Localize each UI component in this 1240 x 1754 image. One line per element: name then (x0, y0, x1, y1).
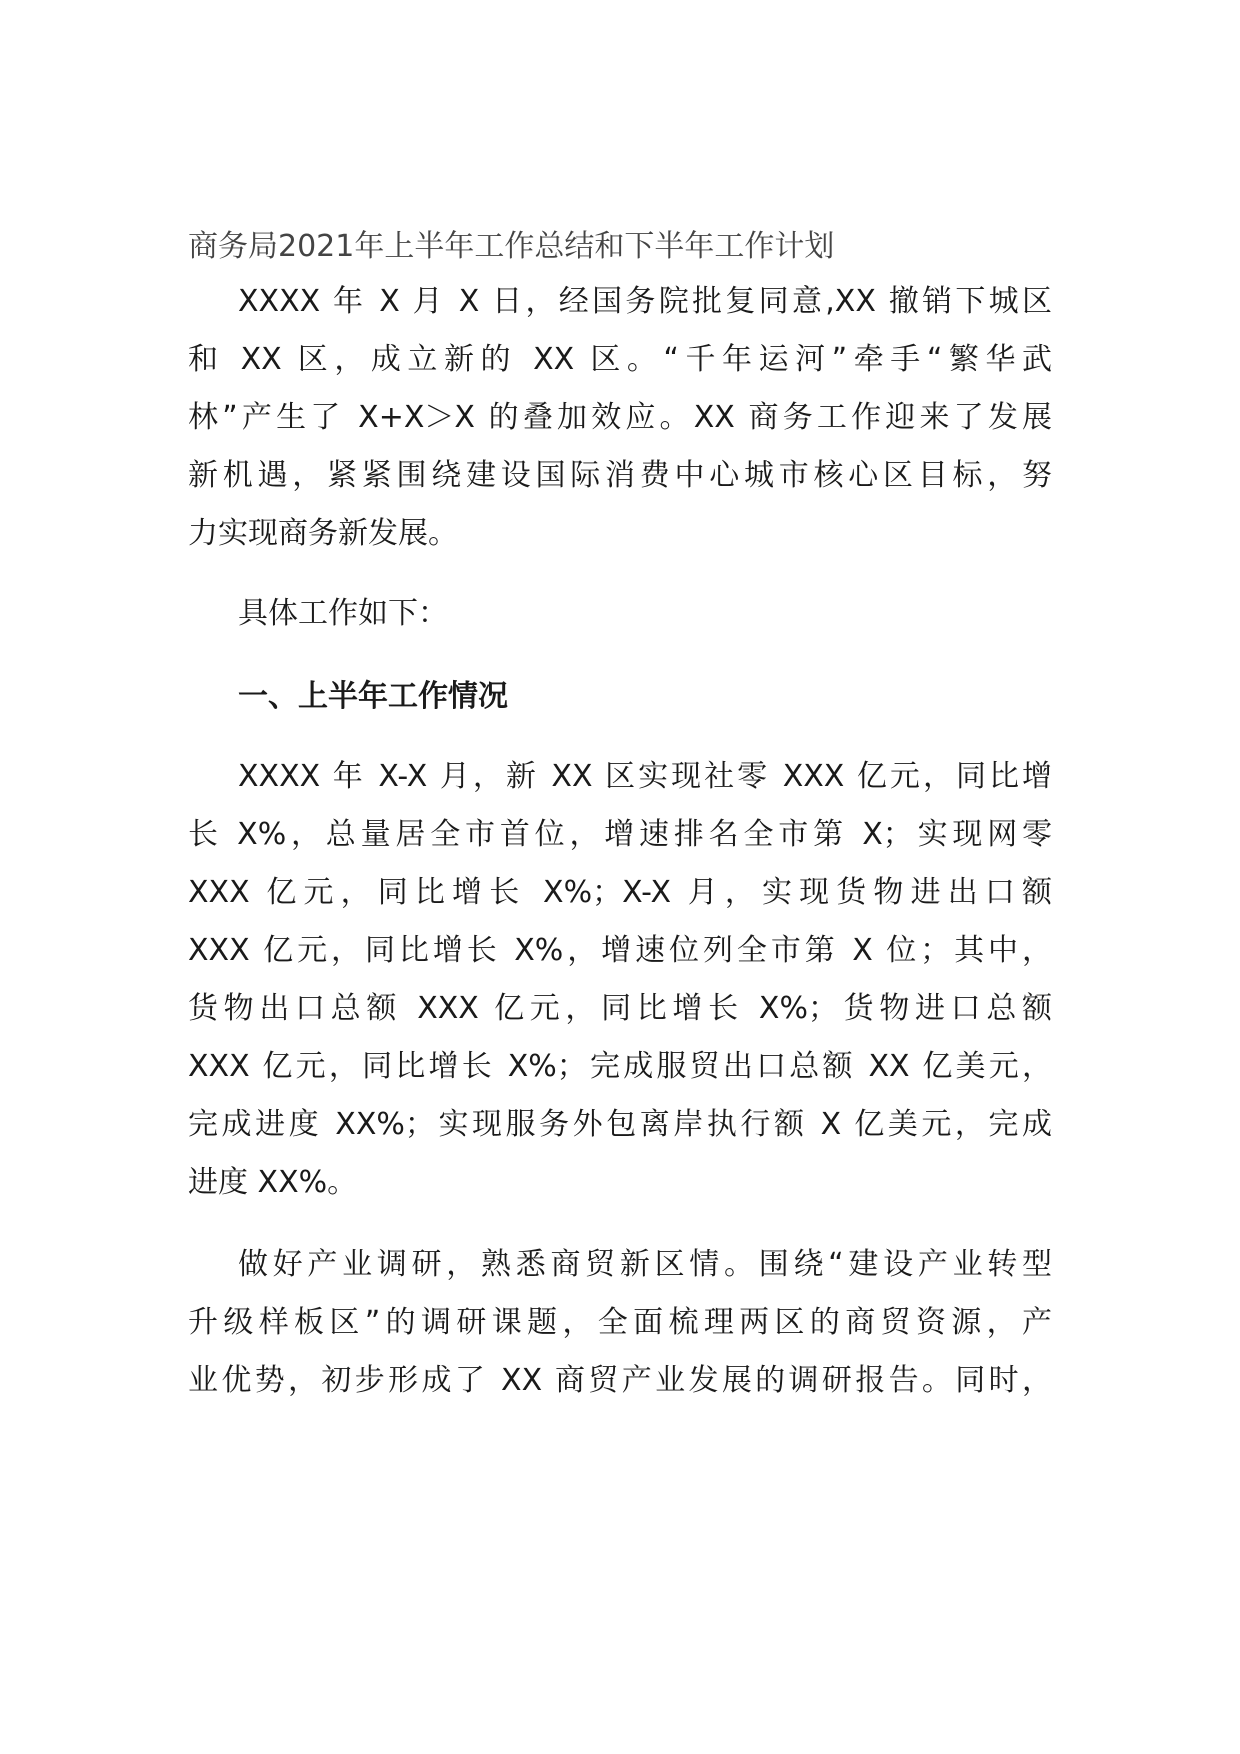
paragraph-line: 业优势，初步形成了 XX 商贸产业发展的调研报告。同时， (188, 1363, 1052, 1398)
paragraph-line: 力实现商务新发展。 (188, 516, 458, 551)
intro-text: 具体工作如下： (238, 596, 448, 631)
paragraph-line: 和 XX 区，成立新的 XX 区。“千年运河”牵手“繁华武 (188, 342, 1052, 377)
paragraph-line: XXXX 年 X 月 X 日，经国务院批复同意,XX 撤销下城区 (238, 284, 1052, 319)
paragraph-line: XXX 亿元，同比增长 X%；X-X 月，实现货物进出口额 (188, 875, 1052, 910)
paragraph-line: 货物出口总额 XXX 亿元，同比增长 X%；货物进口总额 (188, 991, 1052, 1026)
paragraph-1 (188, 273, 1052, 563)
document-title-block (188, 218, 1052, 276)
document-title: 商务局2021年上半年工作总结和下半年工作计划 (188, 229, 835, 264)
paragraph-line: 新机遇，紧紧围绕建设国际消费中心城市核心区目标，努 (188, 458, 1052, 493)
paragraph-2 (188, 748, 1052, 1212)
paragraph-3 (188, 1236, 1052, 1410)
paragraph-line: 长 X%，总量居全市首位，增速排名全市第 X；实现网零 (188, 817, 1052, 852)
paragraph-line: 林”产生了 X+X＞X 的叠加效应。XX 商务工作迎来了发展 (188, 400, 1052, 435)
section-heading-block (188, 668, 1052, 726)
paragraph-line: XXX 亿元，同比增长 X%，增速位列全市第 X 位；其中， (188, 933, 1052, 968)
paragraph-line: 做好产业调研，熟悉商贸新区情。围绕“建设产业转型 (238, 1247, 1052, 1282)
paragraph-line: 完成进度 XX%；实现服务外包离岸执行额 X 亿美元，完成 (188, 1107, 1052, 1142)
paragraph-line: 升级样板区”的调研课题，全面梳理两区的商贸资源，产 (188, 1305, 1052, 1340)
intro-paragraph (188, 585, 1052, 643)
section-heading: 一、上半年工作情况 (238, 679, 508, 714)
paragraph-line: XXXX 年 X-X 月，新 XX 区实现社零 XXX 亿元，同比增 (238, 759, 1052, 794)
paragraph-line: XXX 亿元，同比增长 X%；完成服贸出口总额 XX 亿美元， (188, 1049, 1052, 1084)
paragraph-line: 进度 XX%。 (188, 1165, 358, 1200)
